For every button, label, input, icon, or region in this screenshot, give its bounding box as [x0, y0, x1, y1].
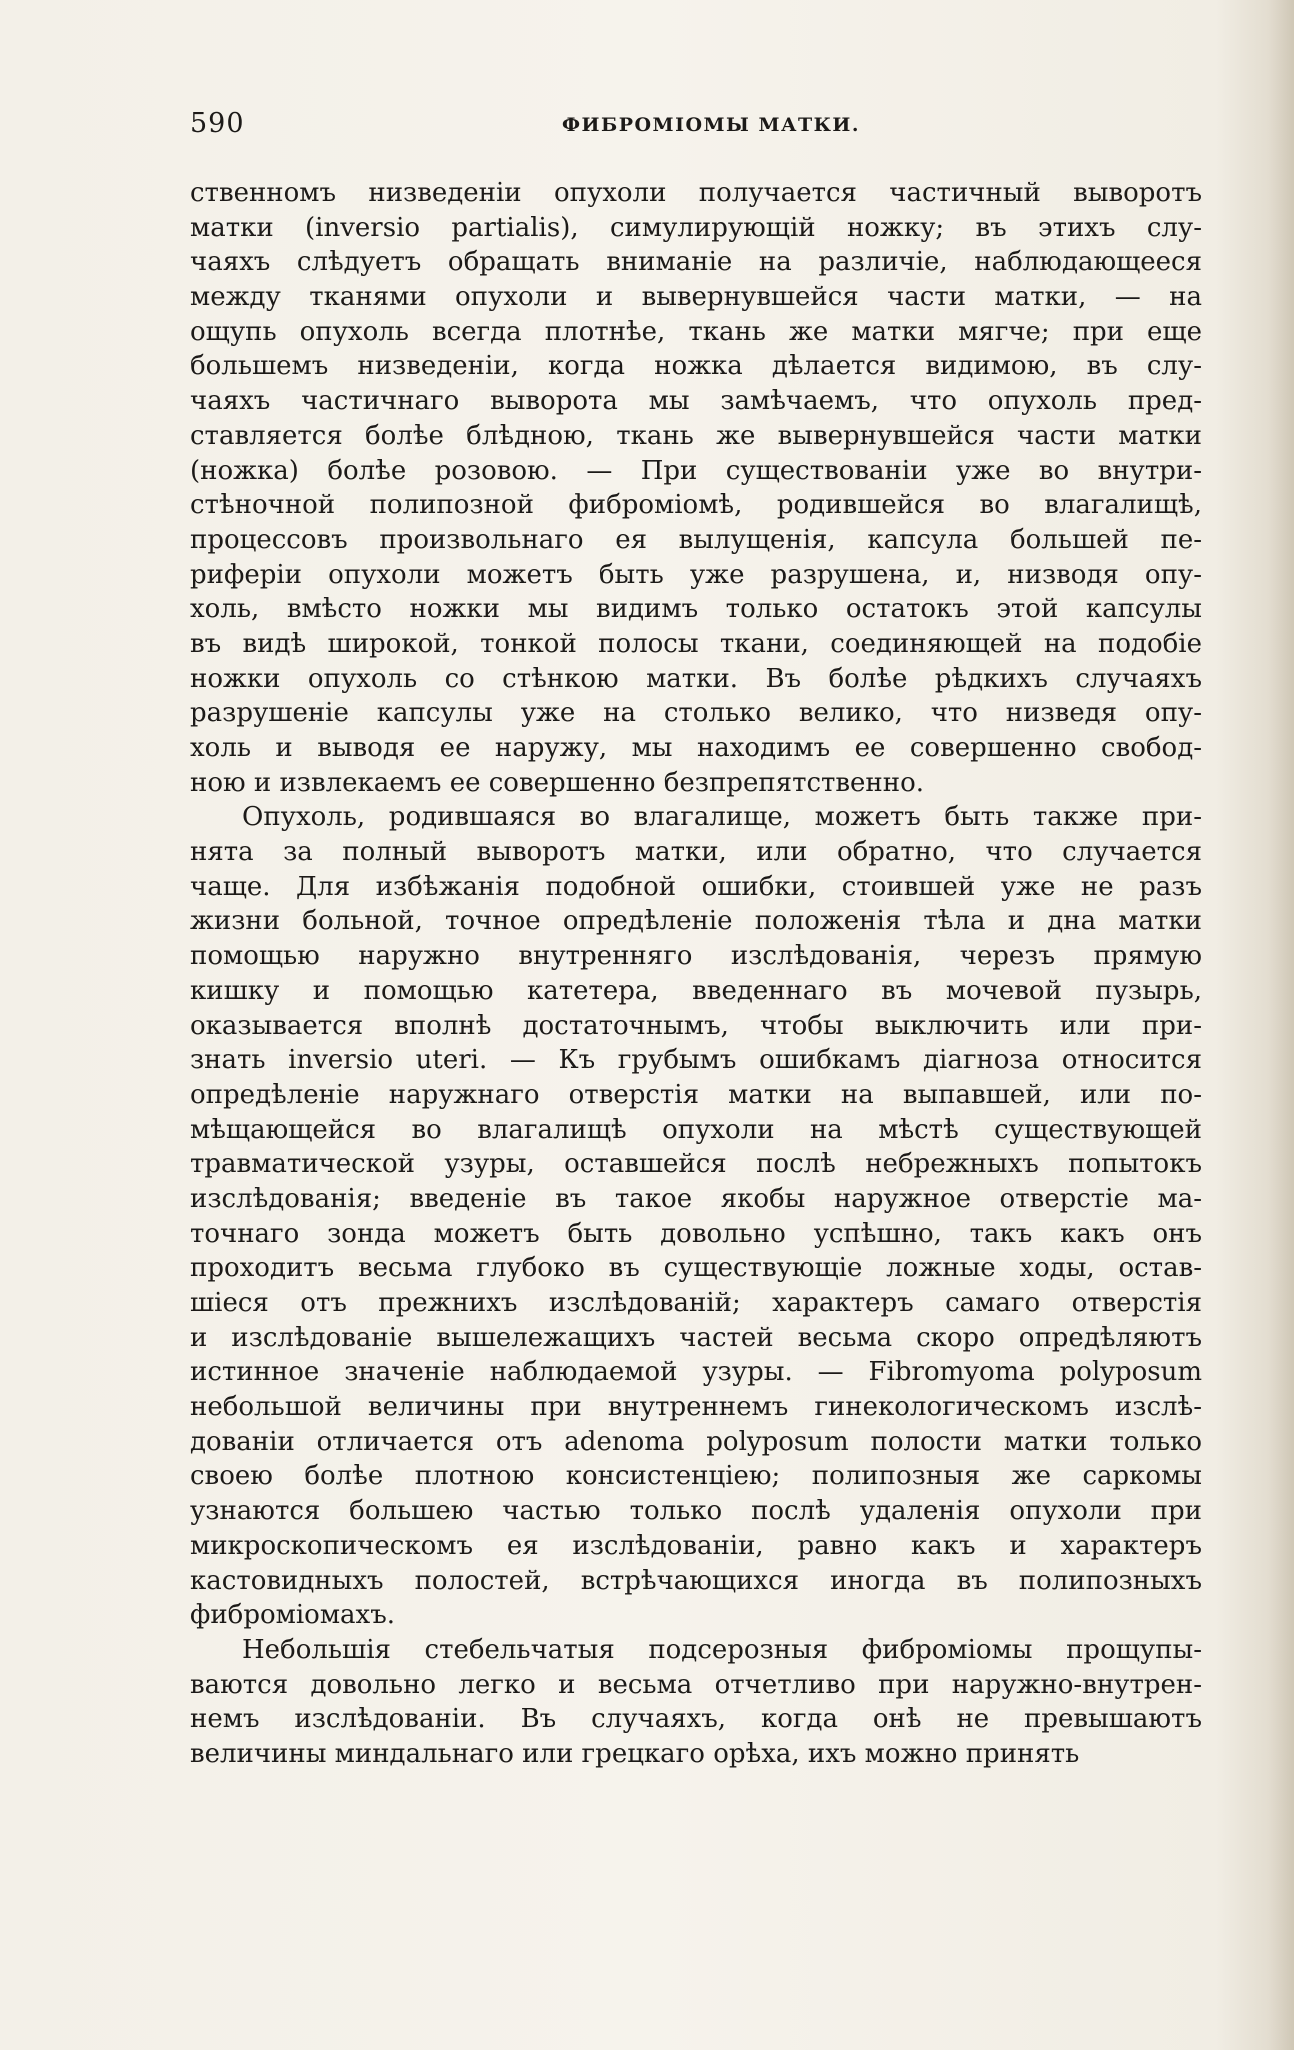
text-line: ною и извлекаемъ ее совершенно безпрепятственно.: [190, 767, 924, 798]
text-line: небольшой величины при внутреннемъ гинекологическомъ изслѣ-: [190, 1392, 1202, 1423]
text-line: чаяхъ частичнаго выворота мы замѣчаемъ, что опухоль пред-: [190, 386, 1202, 417]
text-line: микроскопическомъ ея изслѣдованіи, равно какъ и характеръ: [190, 1530, 1202, 1561]
text-line: мѣщающейся во влагалищѣ опухоли на мѣстѣ существующей: [190, 1114, 1202, 1145]
text-line: шіеся отъ прежнихъ изслѣдованій; характеръ самаго отверстія: [190, 1288, 1202, 1318]
text-line: узнаются большею частью только послѣ удаленія опухоли при: [190, 1496, 1202, 1527]
text-line: матки (inversio partialis), симулирующій ножку; въ этихъ слу-: [190, 212, 1202, 243]
text-line: ственномъ низведеніи опухоли получается частичный выворотъ: [190, 178, 1202, 208]
text-line: знать inversio uteri. — Къ грубымъ ошибкамъ діагноза относится: [190, 1045, 1202, 1076]
text-line: процессовъ произвольнаго ея вылущенія, капсула большей пе-: [190, 524, 1202, 555]
text-line: Небольшія стебельчатыя подсерозныя фиброміомы прощупы-: [242, 1634, 1202, 1665]
text-line: холь и выводя ее наружу, мы находимъ ее совершенно свобод-: [190, 733, 1202, 763]
paragraph: [190, 800, 1202, 1633]
text-line: проходитъ весьма глубоко въ существующіе ложные ходы, остав-: [190, 1253, 1202, 1284]
text-line: дованіи отличается отъ adenoma polyposum полости матки только: [190, 1426, 1202, 1457]
text-line: ощупь опухоль всегда плотнѣе, ткань же матки мягче; при еще: [190, 316, 1202, 347]
text-line: фиброміомахъ.: [190, 1600, 396, 1631]
text-line: кастовидныхъ полостей, встрѣчающихся иногда въ полипозныхъ: [190, 1565, 1202, 1596]
text-line: Опухоль, родившаяся во влагалище, можетъ быть также при-: [242, 802, 1202, 833]
text-line: чаяхъ слѣдуетъ обращать вниманіе на различіе, наблюдающееся: [190, 247, 1202, 278]
text-line: опредѣленіе наружнаго отверстія матки на выпавшей, или по-: [190, 1079, 1202, 1110]
page-number: 590: [190, 108, 245, 139]
text-line: немъ изслѣдованіи. Въ случаяхъ, когда онѣ не превышаютъ: [190, 1704, 1202, 1735]
text-line: помощью наружно внутренняго изслѣдованія, черезъ прямую: [190, 941, 1202, 972]
text-line: большемъ низведеніи, когда ножка дѣлается видимою, въ слу-: [190, 351, 1202, 382]
text-line: холь, вмѣсто ножки мы видимъ только остатокъ этой капсулы: [190, 594, 1202, 625]
running-title: ФИБРОМІОМЫ МАТКИ.: [562, 114, 860, 136]
text-line: (ножка) болѣе розовою. — При существованіи уже во внутри-: [190, 455, 1202, 486]
text-line: въ видѣ широкой, тонкой полосы ткани, соединяющей на подобіе: [190, 628, 1202, 659]
text-line: точнаго зонда можетъ быть довольно успѣшно, такъ какъ онъ: [190, 1218, 1202, 1249]
text-line: стѣночной полипозной фиброміомѣ, родившейся во влагалищѣ,: [190, 490, 1202, 521]
text-line: ваются довольно легко и весьма отчетливо при наружно-внутрен-: [190, 1669, 1202, 1700]
text-line: ножки опухоль со стѣнкою матки. Въ болѣе рѣдкихъ случаяхъ: [190, 663, 1202, 694]
text-line: чаще. Для избѣжанія подобной ошибки, стоившей уже не разъ: [190, 871, 1202, 902]
text-line: оказывается вполнѣ достаточнымъ, чтобы выключить или при-: [190, 1010, 1202, 1041]
text-line: изслѣдованія; введеніе въ такое якобы наружное отверстіе ма-: [190, 1183, 1202, 1214]
text-line: между тканями опухоли и вывернувшейся части матки, — на: [190, 282, 1202, 313]
page-header: [190, 108, 1100, 148]
text-line: жизни больной, точное опредѣленіе положенія тѣла и дна матки: [190, 906, 1202, 937]
text-line: своею болѣе плотною консистенціею; полипозныя же саркомы: [190, 1461, 1202, 1492]
text-line: травматической узуры, оставшейся послѣ небрежныхъ попытокъ: [190, 1149, 1202, 1180]
paragraph: [190, 176, 1202, 800]
text-line: ставляется болѣе блѣдною, ткань же вывернувшейся части матки: [190, 420, 1202, 451]
text-line: и изслѣдованіе вышележащихъ частей весьма скоро опредѣляютъ: [190, 1322, 1202, 1353]
text-line: величины миндальнаго или грецкаго орѣха, ихъ можно принять: [190, 1738, 1080, 1769]
text-line: нята за полный выворотъ матки, или обратно, что случается: [190, 837, 1202, 868]
body-text: [190, 176, 1202, 1772]
text-line: разрушеніе капсулы уже на столько велико, что низведя опу-: [190, 698, 1202, 729]
paragraph: [190, 1633, 1202, 1772]
text-line: кишку и помощью катетера, введеннаго въ мочевой пузырь,: [190, 975, 1202, 1006]
text-line: истинное значеніе наблюдаемой узуры. — Fibromyoma polyposum: [190, 1357, 1202, 1388]
text-line: риферіи опухоли можетъ быть уже разрушена, и, низводя опу-: [190, 559, 1202, 590]
